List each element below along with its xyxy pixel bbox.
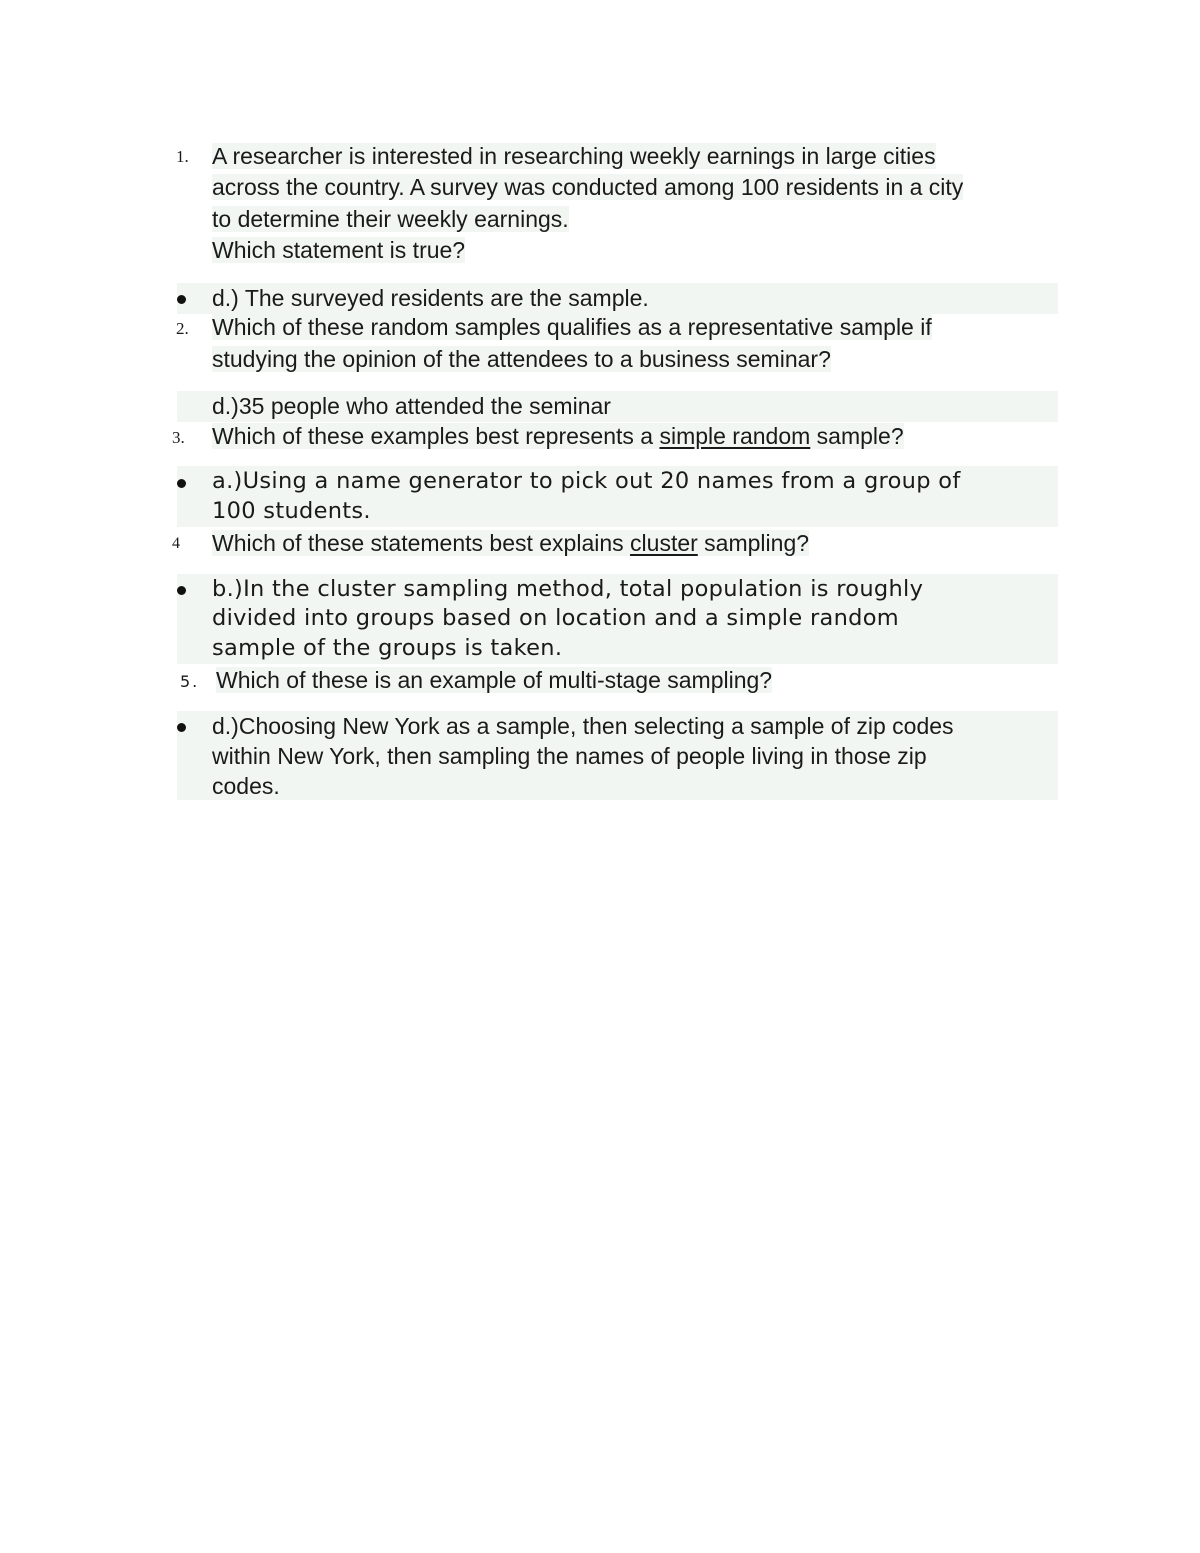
bullet-icon bbox=[177, 479, 186, 488]
question-text: across the country. A survey was conducted among 100 residents in a city bbox=[212, 174, 964, 200]
answer-text: d.) The surveyed residents are the sample. bbox=[212, 285, 649, 311]
answer-text: sample of the groups is taken. bbox=[212, 635, 563, 661]
answer-text: codes. bbox=[212, 773, 280, 799]
bullet-icon bbox=[177, 586, 186, 595]
answer-text: divided into groups based on location and a simple random bbox=[212, 605, 900, 631]
answer-text: a.)Using a name generator to pick out 20 names from a group of bbox=[212, 468, 961, 494]
emphasis-term: cluster bbox=[630, 530, 698, 556]
question-text: to determine their weekly earnings. bbox=[212, 206, 569, 232]
answer-text: d.)Choosing New York as a sample, then selecting a sample of zip codes bbox=[212, 713, 954, 739]
question-number: 2. bbox=[176, 319, 189, 338]
question-text: studying the opinion of the attendees to a business seminar? bbox=[212, 346, 831, 372]
question-text: A researcher is interested in researching weekly earnings in large cities bbox=[212, 143, 936, 169]
question-text: Which statement is true? bbox=[212, 237, 466, 263]
emphasis-term: simple random bbox=[659, 423, 811, 449]
answer-text: d.)35 people who attended the seminar bbox=[212, 393, 611, 419]
question-text: Which of these random samples qualifies as a representative sample if bbox=[212, 314, 932, 340]
question-number: 5. bbox=[180, 672, 200, 691]
bullet-icon bbox=[177, 295, 186, 304]
answer-text: 100 students. bbox=[212, 498, 371, 524]
question-text: Which of these examples best represents a simple random sample? bbox=[212, 423, 904, 449]
question-text: Which of these is an example of multi-stage sampling? bbox=[216, 667, 773, 693]
answer-text: within New York, then sampling the names of people living in those zip bbox=[212, 743, 927, 769]
question-text: Which of these statements best explains cluster sampling? bbox=[212, 530, 810, 556]
question-number: 3. bbox=[172, 428, 185, 447]
question-number: 1. bbox=[176, 147, 189, 166]
answer-text: b.)In the cluster sampling method, total population is roughly bbox=[212, 576, 924, 602]
question-number: 4 bbox=[172, 535, 180, 552]
bullet-icon bbox=[177, 723, 186, 732]
